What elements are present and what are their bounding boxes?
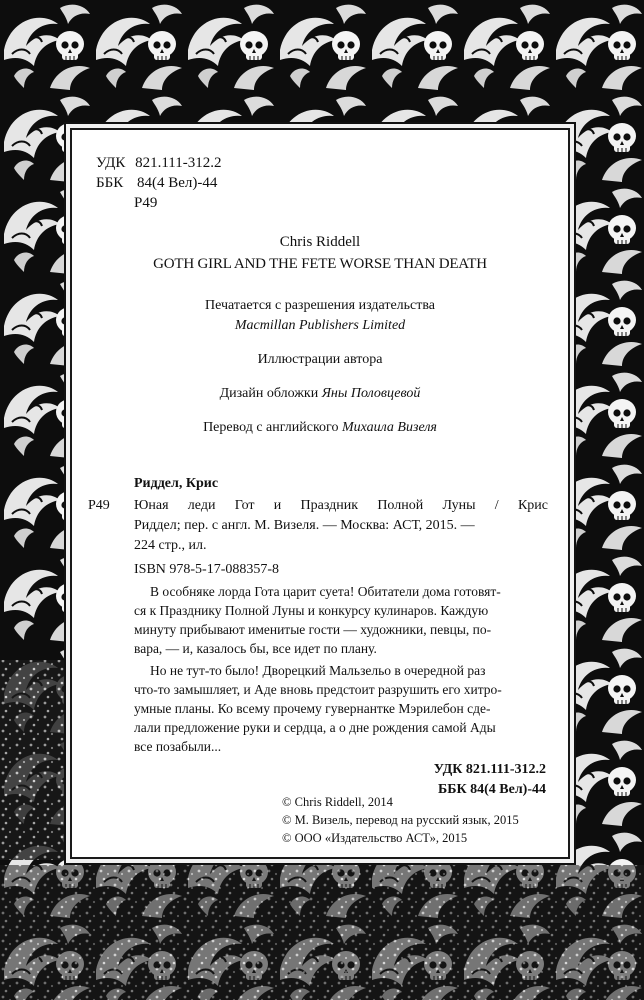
copyright-author: © Chris Riddell, 2014 (282, 795, 393, 809)
permission-line: Печатается с разрешения издательства (204, 298, 436, 313)
udk-label: УДК (96, 155, 126, 171)
publisher-name: Macmillan Publishers Limited (234, 318, 406, 333)
catalog-heading: Риддел, Крис (134, 476, 219, 491)
annotation-line: лали предложение руки и сердца, а о дне рождения самой Ады (134, 720, 496, 735)
udk-row (96, 154, 221, 172)
footer-bbk: ББК 84(4 Вел)-44 (437, 782, 546, 797)
bbk-row (96, 174, 217, 192)
annotation-line: В особняке лорда Гота царит суета! Обитатели дома готовят- (150, 584, 501, 599)
annotation-line: минуту прибывают именитые гости — художники, певцы, по- (134, 622, 492, 637)
bbk-value: 84(4 Вел)-44 (136, 175, 218, 191)
translator: Михаила Визеля (341, 420, 437, 435)
annotation-line: вара, — и, казалось бы, все идет по плану. (134, 641, 377, 656)
catalog-entry-line-2: Риддел; пер. с англ. М. Визеля. — Москва: АСТ, 2015. — (134, 518, 475, 533)
annotation-line: умные планы. Ко всему прочему гувернантке Мэрилебон сде- (134, 701, 491, 716)
cover-design-credit (72, 384, 568, 404)
catalog-entry-line-1: Юная леди Гот и Праздник Полной Луны / Крис (134, 498, 548, 513)
annotation-line: все позабыли... (134, 739, 222, 754)
udk-value: 821.111-312.2 (135, 155, 222, 171)
cover-prefix: Дизайн обложки (219, 386, 322, 401)
translation-prefix: Перевод с английского (203, 420, 342, 435)
copyright-translation: © М. Визель, перевод на русский язык, 2015 (282, 813, 519, 827)
annotation-line: Но не тут-то было! Дворецкий Мальзельо в очередной раз (150, 663, 486, 678)
imprint-page (70, 128, 570, 859)
original-author: Chris Riddell (279, 234, 361, 250)
catalog-entry-line-3: 224 стр., ил. (134, 538, 207, 553)
catalog-mark: Р49 (88, 498, 110, 513)
annotation-line: ся к Празднику Полной Луны и конкурсу кулинаров. Каждую (134, 603, 489, 618)
annotation-line: что-то замышляет, и Аде вновь предстоит разрушить его хитро- (134, 682, 502, 697)
bbk-label: ББК (96, 175, 124, 191)
copyright-publisher: © ООО «Издательство АСТ», 2015 (282, 831, 468, 845)
footer-udk: УДК 821.111-312.2 (433, 762, 546, 777)
cover-designer: Яны Половцевой (321, 386, 421, 401)
author-mark: Р49 (134, 195, 158, 211)
translation-credit (72, 418, 568, 438)
illustrations-credit: Иллюстрации автора (257, 352, 383, 367)
isbn: ISBN 978-5-17-088357-8 (134, 562, 280, 577)
original-title: GOTH GIRL AND THE FETE WORSE THAN DEATH (153, 256, 487, 272)
